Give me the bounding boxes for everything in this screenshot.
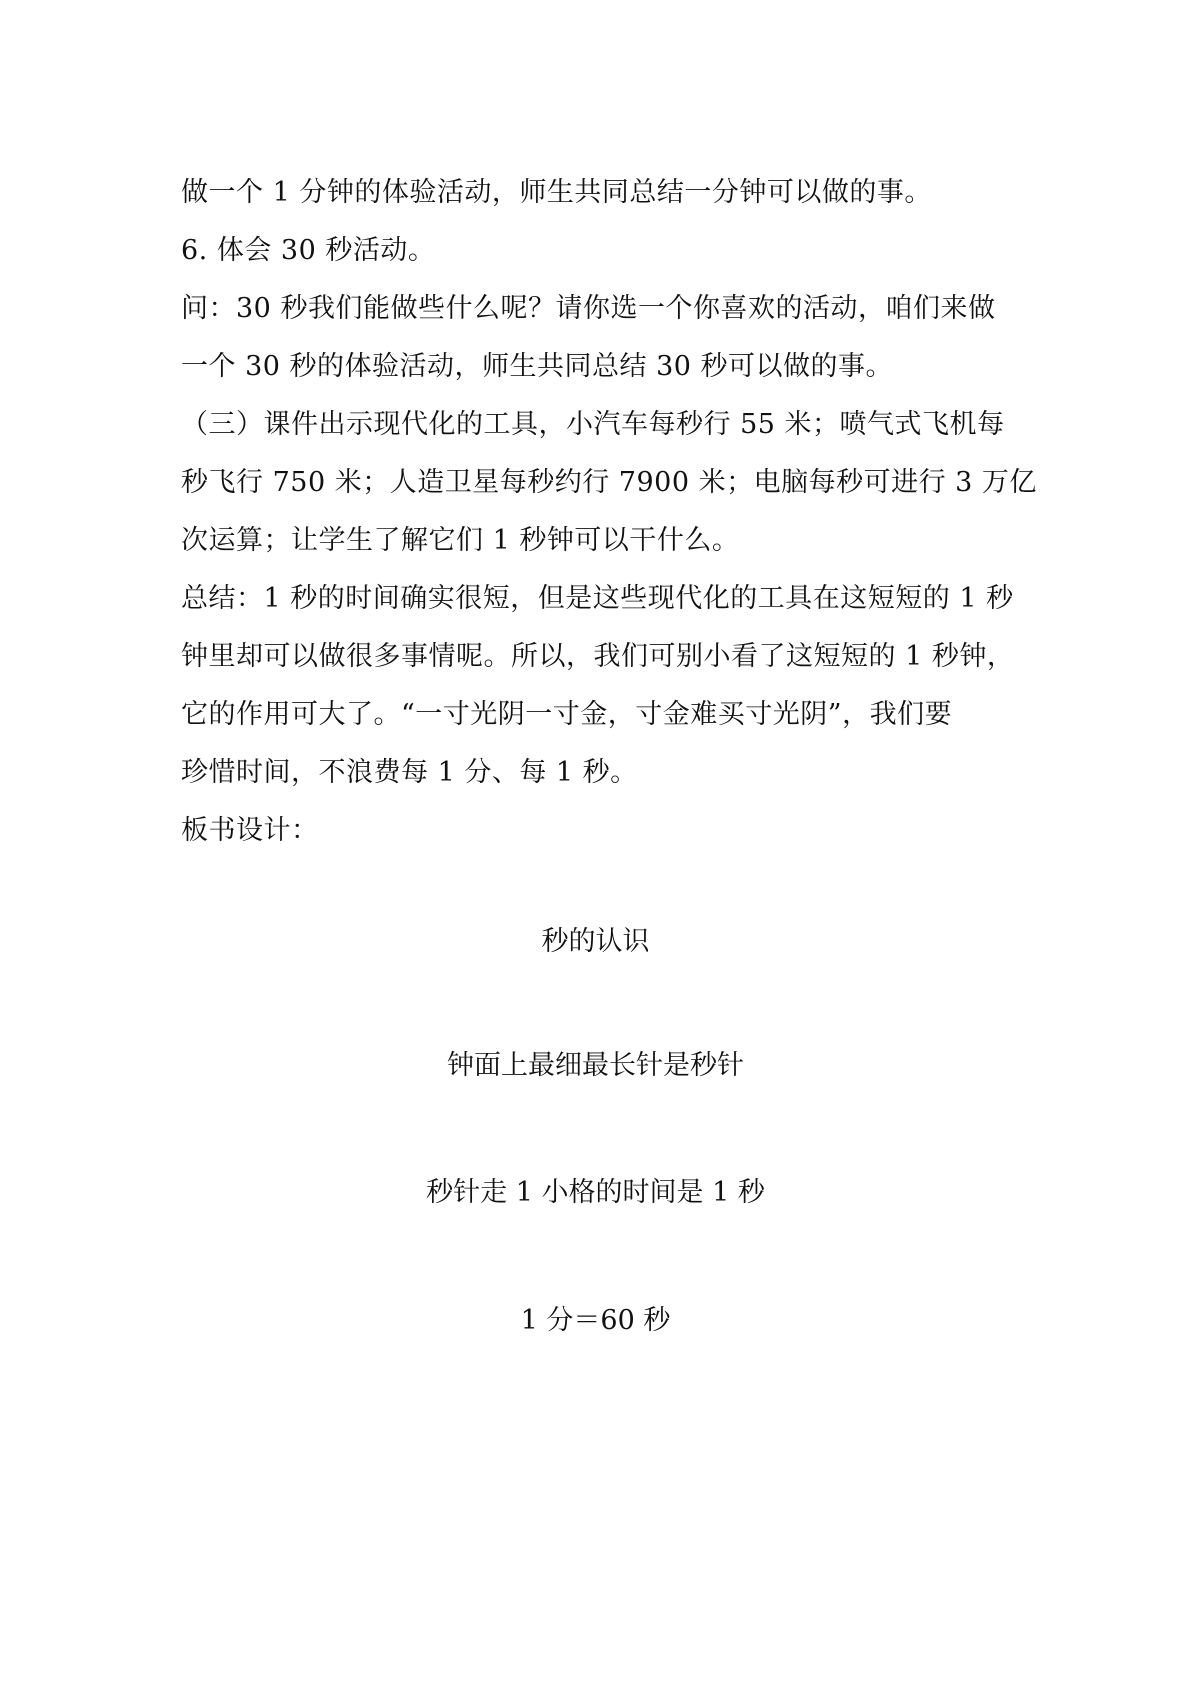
text-line: （三）课件出示现代化的工具，小汽车每秒行 55 米；喷气式飞机每 xyxy=(181,409,1005,440)
text-line: 做一个 1 分钟的体验活动，师生共同总结一分钟可以做的事。 xyxy=(181,177,932,208)
board-line: 钟面上最细最长针是秒针 xyxy=(447,1050,744,1081)
text-line: 它的作用可大了。“一寸光阴一寸金，寸金难买寸光阴”，我们要 xyxy=(181,699,953,730)
text-line: 珍惜时间，不浪费每 1 分、每 1 秒。 xyxy=(181,757,638,788)
text-line: 问：30 秒我们能做些什么呢？请你选一个你喜欢的活动，咱们来做 xyxy=(181,293,996,324)
text-line: 次运算；让学生了解它们 1 秒钟可以干什么。 xyxy=(181,525,740,556)
text-line: 总结：1 秒的时间确实很短，但是这些现代化的工具在这短短的 1 秒 xyxy=(181,583,1014,614)
section-heading-board-design: 板书设计： xyxy=(181,815,319,846)
text-line: 6. 体会 30 秒活动。 xyxy=(181,235,436,266)
board-line: 1 分＝60 秒 xyxy=(520,1305,671,1336)
board-title: 秒的认识 xyxy=(541,926,650,957)
text-line: 秒飞行 750 米；人造卫星每秒约行 7900 米；电脑每秒可进行 3 万亿 xyxy=(181,467,1037,498)
text-line: 一个 30 秒的体验活动，师生共同总结 30 秒可以做的事。 xyxy=(181,351,894,382)
text-line: 钟里却可以做很多事情呢。所以，我们可别小看了这短短的 1 秒钟， xyxy=(181,641,1015,672)
lesson-body-text xyxy=(181,164,1037,860)
board-line: 秒针走 1 小格的时间是 1 秒 xyxy=(426,1177,765,1208)
